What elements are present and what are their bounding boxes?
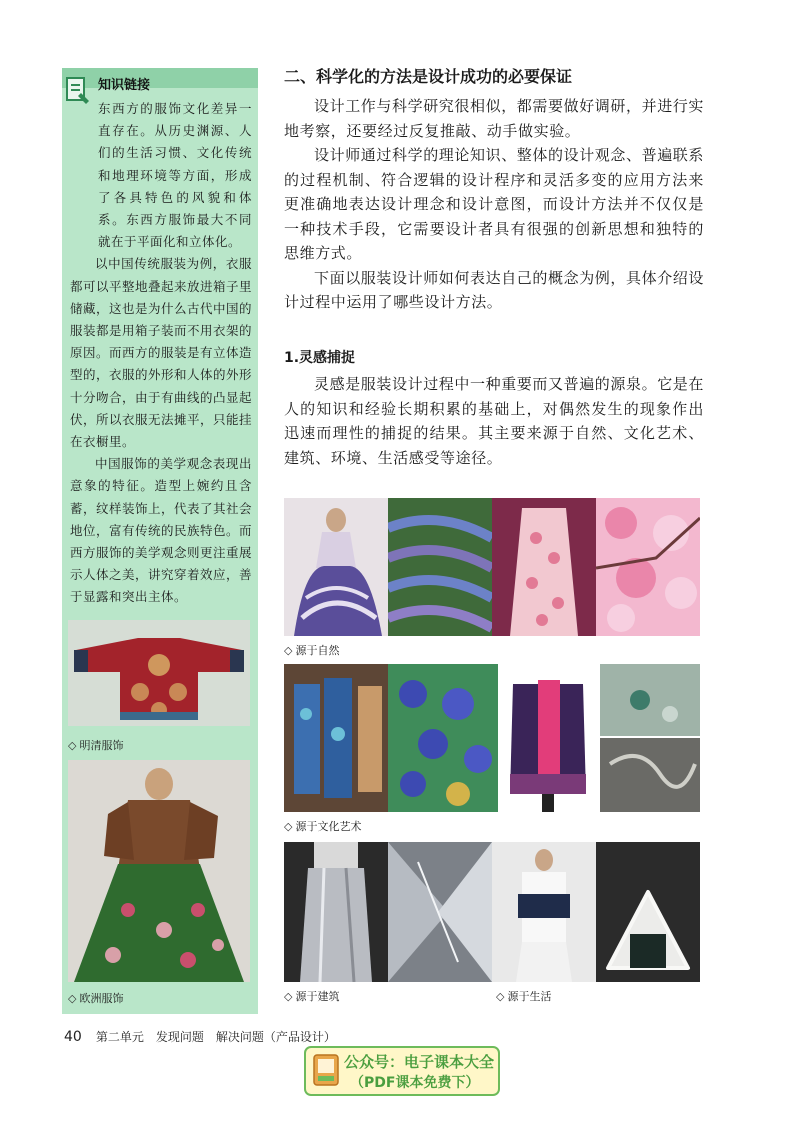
- diamond-bullet-icon: ◇: [284, 990, 293, 1003]
- caption-ming-qing: ◇ 明清服饰: [68, 739, 124, 752]
- diamond-bullet-icon: ◇: [284, 644, 293, 657]
- section-heading: 二、科学化的方法是设计成功的必要保证: [284, 67, 573, 86]
- culture-runway-image: [284, 664, 388, 812]
- culture-relief-image: [600, 664, 700, 812]
- nature-cherry-blossom-image: [596, 498, 700, 636]
- life-rice-ball-image: [596, 842, 700, 982]
- watermark-banner: [304, 1046, 500, 1096]
- main-paragraph: 设计师通过科学的理论知识、整体的设计观念、普遍联系的过程机制、符合逻辑的设计程序和灵活多变的应用方法来更准确地表达设计理念和设计意图，而设计方法并不仅仅是一种技术手段，它需要设计者具有很强的创新思想和独特的思维方式。: [284, 146, 705, 262]
- nature-dress-image: [284, 498, 388, 636]
- nature-floral-dress-image: [492, 498, 596, 636]
- ming-qing-garment-image: [68, 620, 250, 726]
- culture-scarf-image: [498, 664, 598, 812]
- caption-life: ◇ 源于生活: [496, 990, 552, 1003]
- sidebar-paragraph: 中国服饰的美学观念表现出意象的特征。造型上婉约且含蓄，纹样装饰上，代表了其社会地位，富有传统的民族特色。而西方服饰的美学观念则更注重展示人体之美，讲究穿着效应，善于显露和突出主体。: [70, 456, 253, 605]
- diamond-bullet-icon: ◇: [68, 992, 77, 1005]
- caption-architecture: ◇ 源于建筑: [284, 990, 340, 1003]
- caption-nature: ◇ 源于自然: [284, 644, 340, 657]
- diamond-bullet-icon: ◇: [68, 739, 77, 752]
- european-garment-image: [68, 760, 250, 982]
- subheading-inspiration: 1.灵感捕捉: [284, 350, 356, 366]
- page-number: 40: [64, 1029, 82, 1045]
- page-footer: [64, 1028, 336, 1045]
- banner-line-1: 公众号：电子课本大全: [344, 1053, 495, 1071]
- main-text-block: [284, 94, 704, 315]
- caption-culture: ◇ 源于文化艺术: [284, 820, 362, 833]
- caption-european: ◇ 欧洲服饰: [68, 992, 124, 1005]
- sidebar-text: [70, 98, 252, 609]
- nature-terraces-image: [388, 498, 492, 636]
- book-logo-icon: [313, 1054, 339, 1086]
- diamond-bullet-icon: ◇: [496, 990, 505, 1003]
- inspiration-text: [284, 372, 704, 470]
- life-dress-image: [492, 842, 596, 982]
- sidebar-paragraph: 以中国传统服装为例，衣服都可以平整地叠起来放进箱子里储藏，这也是为什么古代中国的服装都是用箱子装而不用衣架的原因。而西方的服装是有立体造型的，衣服的外形和人体的外形十分吻合，由于有曲线的凸显起伏，所以衣服无法摊平，只能挂在衣橱里。: [70, 256, 253, 450]
- culture-irises-painting-image: [388, 664, 498, 812]
- sidebar-title: 知识链接: [98, 78, 151, 93]
- main-paragraph: 下面以服装设计师如何表达自己的概念为例，具体介绍设计过程中运用了哪些设计方法。: [284, 268, 705, 311]
- footer-text: 第二单元 发现问题 解决问题（产品设计）: [95, 1030, 336, 1044]
- main-paragraph: 灵感是服装设计过程中一种重要而又普遍的源泉。它是在人的知识和经验长期积累的基础上，对偶然发生的现象作出迅速而理性的捕捉的结果。其主要来源于自然、文化艺术、建筑、环境、生活感受等途径。: [284, 375, 705, 467]
- knowledge-link-sidebar: [62, 68, 258, 1014]
- banner-line-2: （PDF课本免费下）: [350, 1075, 480, 1091]
- architecture-skirt-image: [284, 842, 388, 982]
- main-paragraph: 设计工作与科学研究很相似，都需要做好调研，并进行实地考察，还要经过反复推敲、动手做实验。: [284, 97, 705, 140]
- architecture-building-image: [388, 842, 492, 982]
- sidebar-header-bar: [62, 68, 258, 88]
- sidebar-paragraph: 东西方的服饰文化差异一直存在。从历史渊源、人们的生活习惯、文化传统和地理环境等方面，形成了各具特色的风貌和体系。东西方服饰最大不同就在于平面化和立体化。: [98, 101, 252, 250]
- diamond-bullet-icon: ◇: [284, 820, 293, 833]
